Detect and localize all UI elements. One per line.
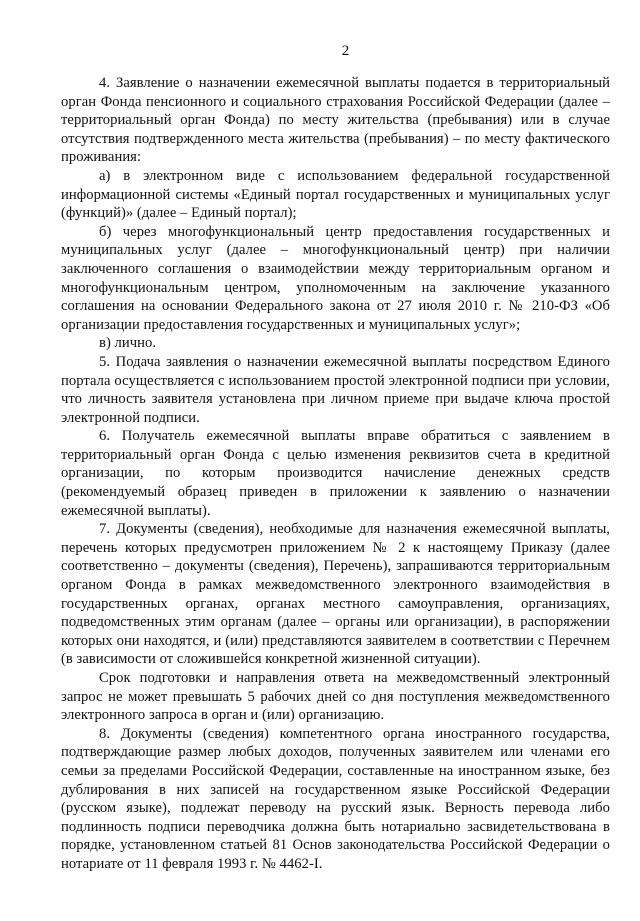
paragraph-7-deadline: Срок подготовки и направления ответа на межведомственный электронный запрос не может превышать 5 рабочих дней со дня поступления межведомственного электронного запроса в орган и (или) организацию.: [61, 670, 610, 724]
paragraph-4a: а) в электронном виде с использованием федеральной государственной информационной системы «Единый портал государственных и муниципальных услуг (функций)» (далее – Единый портал);: [61, 167, 610, 222]
paragraph-5: 5. Подача заявления о назначении ежемесячной выплаты посредством Единого портала осуществляется с использованием простой электронной подписи при условии, что личность заявителя установлена при личном приеме при выдаче ключа простой электронной подписи.: [61, 353, 610, 426]
paragraph-7: 7. Документы (сведения), необходимые для назначения ежемесячной выплаты, перечень которых предусмотрен приложением № 2 к настоящему Приказу (далее соответственно – документы (сведения), Перечень), запрашиваются территориальным органом Фонда в рамках межведомственного электронного взаимодействия в государственных органах, органах местного самоуправления, организациях, подведомственных этим органам (далее – органы или организации), в распоряжении которых они находятся, и (или) представляются заявителем в соответствии с Перечнем (в зависимости от сложившейся конкретной жизненной ситуации).: [61, 521, 610, 668]
paragraph-4: 4. Заявление о назначении ежемесячной выплаты подается в территориальный орган Фонда пенсионного и социального страхования Российской Федерации (далее – территориальный орган Фонда) по месту жительства (пребывания) или в случае отсутствия подтвержденного места жительства (пребывания) – по месту фактического проживания:: [61, 75, 610, 166]
paragraph-6: 6. Получатель ежемесячной выплаты вправе обратиться с заявлением в территориальный орган Фонда с целью изменения реквизитов счета в кредитной организации, по которым производится начисление денежных средств (рекомендуемый образец приведен в приложении к заявлению о назначении ежемесячной выплаты).: [61, 428, 610, 519]
paragraph-4b: б) через многофункциональный центр предоставления государственных и муниципальных услуг (далее – многофункциональный центр) при наличии заключенного соглашения о взаимодействии между территориальным органом и многофункциональным центром, уполномоченным на заключение указанного соглашения на основании Федерального закона от 27 июля 2010 г. № 210-ФЗ «Об организации предоставления государственных и муниципальных услуг»;: [61, 223, 610, 333]
paragraph-4c: в) лично.: [99, 335, 157, 352]
paragraph-8: 8. Документы (сведения) компетентного органа иностранного государства, подтверждающие размер любых доходов, полученных заявителем или членами его семьи за пределами Российской Федерации, составленные на иностранном языке, без дублирования в них записей на государственном языке Российской Федерации (русском языке), подлежат переводу на русский язык. Верность перевода либо подлинность подписи переводчика должна быть нотариально засвидетельствована в порядке, установленном статьей 81 Основ законодательства Российской Федерации о нотариате от 11 февраля 1993 г. № 4462-I.: [61, 725, 610, 872]
page-number: 2: [341, 43, 350, 59]
